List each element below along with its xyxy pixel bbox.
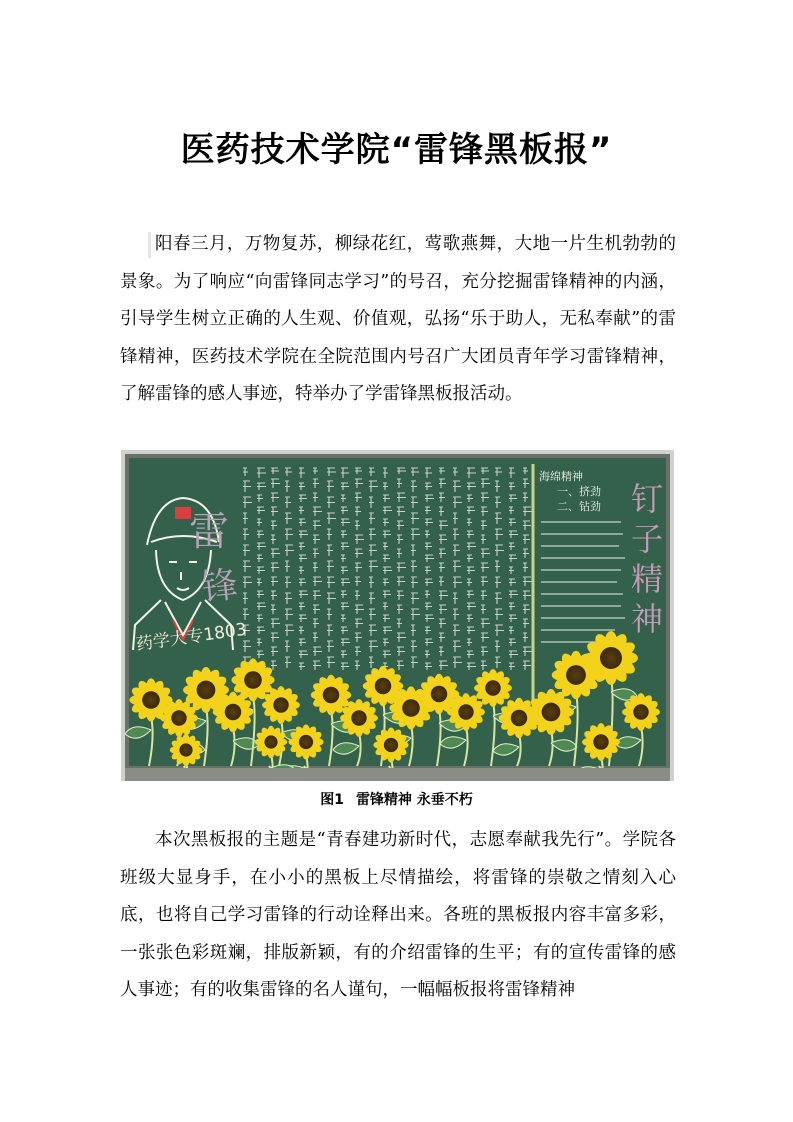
board-name-char-1: 雷	[189, 509, 229, 555]
right-header-line-2: 一、挤劲	[557, 485, 601, 498]
right-header-line-1: 海绵精神	[539, 470, 583, 483]
blackboard-illustration	[121, 450, 674, 781]
document-title: 医药技术学院“雷锋黑板报”	[180, 130, 613, 170]
paragraph-theme: 本次黑板报的主题是“青春建功新时代，志愿奉献我先行”。学院各班级大显身手，在小小的黑板上尽情描绘，将雷锋的崇敬之情刻入心底，也将自己学习雷锋的行动诠释出来。各班的黑板报内容丰富多彩，一张张色彩斑斓，排版新颖，有的介绍雷锋的生平；有的宣传雷锋的感人事迹；有的收集雷锋的名人谨句，一幅幅板报将雷锋精神	[120, 830, 676, 1000]
caption-text: 雷锋精神 永垂不朽	[355, 792, 473, 808]
board-name-char-2: 锋	[199, 564, 240, 609]
caption-number: 图1	[320, 792, 344, 808]
right-header-line-3: 二、钻劲	[557, 500, 601, 513]
figure-caption	[0, 790, 793, 810]
paragraph-intro: 阳春三月，万物复苏，柳绿花红，莺歌燕舞，大地一片生机勃勃的景象。为了响应“向雷锋同志学习”的号召，充分挖掘雷锋精神的内涵，引导学生树立正确的人生观、价值观，弘扬“乐于助人，无私奉献”的雷锋精神，医药技术学院在全院范围内号召广大团员青年学习雷锋精神，了解雷锋的感人事迹，特举办了学雷锋黑板报活动。	[120, 234, 676, 404]
board-class-label: 药学大专1803	[134, 619, 248, 655]
right-title-char-2: 子	[631, 520, 664, 558]
right-title-char-1: 钉	[631, 480, 664, 518]
right-title-char-4: 神	[631, 600, 664, 638]
blackboard-photo	[121, 450, 674, 781]
right-title-char-3: 精	[631, 560, 664, 598]
